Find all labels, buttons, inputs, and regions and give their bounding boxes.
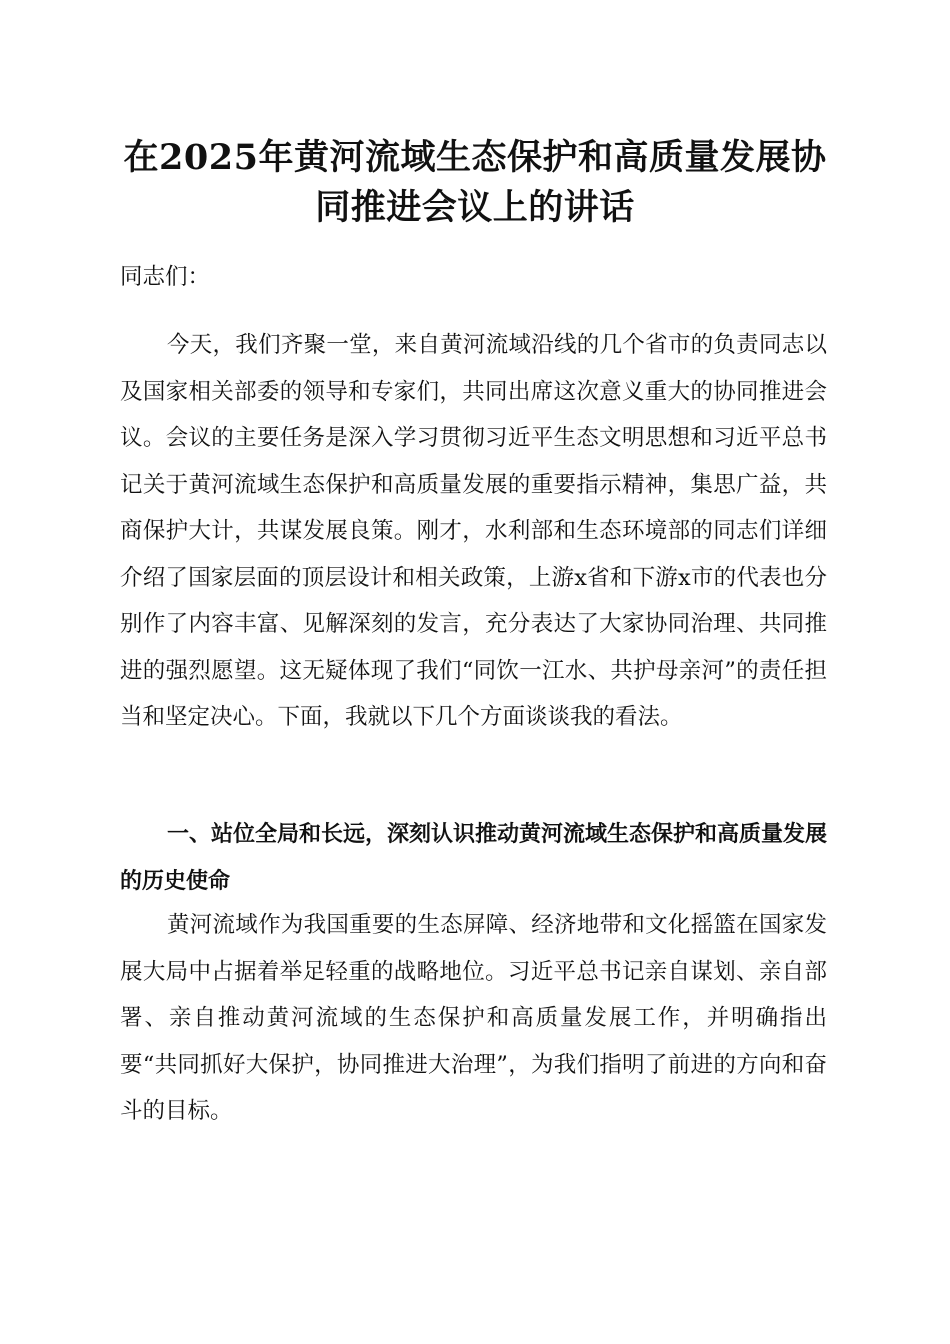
salutation: 同志们： xyxy=(120,264,211,290)
paragraph-section-1: 黄河流域作为我国重要的生态屏障、经济地带和文化摇篮在国家发展大局中占据着举足轻重的战略地位。习近平总书记亲自谋划、亲自部署、亲自推动黄河流域的生态保护和高质量发展工作，并明确指出要“共同抓好大保护，协同推进大治理”，为我们指明了前进的方向和奋斗的目标。 xyxy=(120,912,827,1124)
title-line-1: 在2025年黄河流域生态保护和高质量发展协 xyxy=(123,137,827,178)
title-line-2: 同推进会议上的讲话 xyxy=(315,187,635,228)
document-title xyxy=(110,133,840,233)
paragraph-intro: 今天，我们齐聚一堂，来自黄河流域沿线的几个省市的负责同志以及国家相关部委的领导和专家们，共同出席这次意义重大的协同推进会议。会议的主要任务是深入学习贯彻习近平生态文明思想和习近平总书记关于黄河流域生态保护和高质量发展的重要指示精神，集思广益，共商保护大计，共谋发展良策。刚才，水利部和生态环境部的同志们详细介绍了国家层面的顶层设计和相关政策，上游x省和下游x市的代表也分别作了内容丰富、见解深刻的发言，充分表达了大家协同治理、共同推进的强烈愿望。这无疑体现了我们“同饮一江水、共护母亲河”的责任担当和坚定决心。下面，我就以下几个方面谈谈我的看法。 xyxy=(120,332,827,730)
section-heading-1: 一、站位全局和长远，深刻认识推动黄河流域生态保护和高质量发展的历史使命 xyxy=(120,822,828,894)
